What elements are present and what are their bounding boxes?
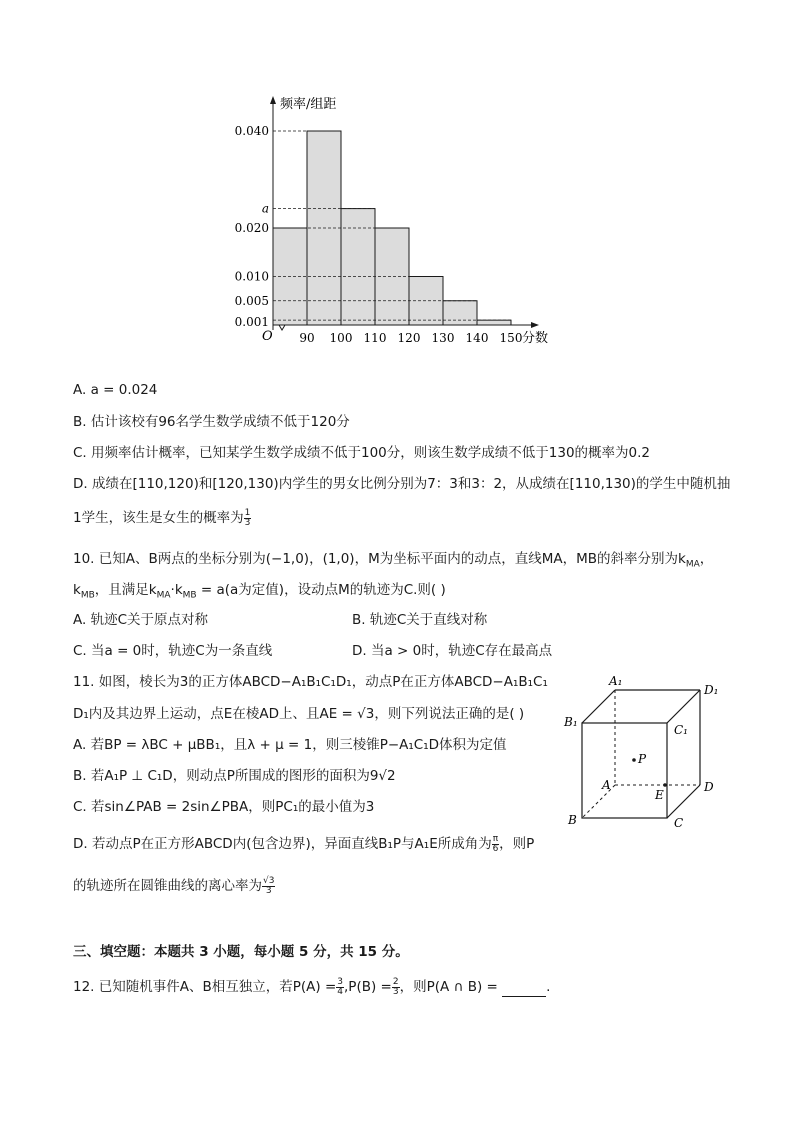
q12-answer-blank[interactable] [502, 982, 546, 997]
q11-d-eccentricity-fraction: $\frac{√3}{3}$ [263, 875, 275, 896]
label-B1: B₁ [564, 715, 578, 729]
q10-option-c[interactable]: C. 当a = 0时，轨迹C为一条直线 [73, 643, 273, 659]
q11-option-b[interactable]: B. 若A₁P ⊥ C₁D，则动点P所围成的图形的面积为9√2 [73, 768, 396, 784]
label-C: C [674, 816, 684, 830]
q12-pb-fraction: $\frac{2}{3}$ [392, 976, 399, 997]
q10-stem-line2: $k_{MB}$，且满足$k_{MA}\cdot k_{MB} = a(a$为定值)，设动点M的轨迹为C.则( ) [73, 582, 446, 601]
label-A: A [602, 778, 611, 792]
q11-stem-line1: 11. 如图，棱长为3的正方体ABCD−A₁B₁C₁D₁，动点P在正方体ABCD−A₁B₁C₁ [73, 674, 548, 690]
histogram-bar [477, 320, 511, 325]
q9-option-b[interactable]: B. 估计该校有96名学生数学成绩不低于120分 [73, 414, 350, 430]
q9-d-text: 1学生，该生是女生的概率为 [73, 510, 244, 526]
label-D: D [704, 780, 714, 794]
label-E: E [655, 788, 664, 802]
q9-option-d[interactable]: D. 成绩在[110,120)和[120,130)内学生的男女比例分别为7：3和3：2，从成绩在[110,130)的学生中随机抽 [73, 476, 731, 492]
label-A1: A₁ [609, 674, 623, 688]
edge-DC [667, 785, 700, 818]
origin-label: O [262, 329, 273, 344]
edge-A1B1 [582, 690, 615, 723]
histogram-bar [341, 209, 375, 325]
y-tick-label: 0.020 [234, 221, 269, 235]
y-tick-label: a [261, 201, 269, 216]
q11-stem-line2: D₁内及其边界上运动，点E在棱AD上、且AE = √3，则下列说法正确的是( ) [73, 706, 525, 722]
q10-option-a[interactable]: A. 轨迹C关于原点对称 [73, 612, 209, 628]
q10-option-d[interactable]: D. 当a > 0时，轨迹C存在最高点 [352, 643, 553, 659]
x-axis-label: 分数 [522, 331, 549, 346]
label-D1: D₁ [704, 683, 719, 697]
point-E [663, 783, 667, 787]
q10-option-b[interactable]: B. 轨迹C关于直线对称 [352, 612, 488, 628]
q11-d-angle-fraction: $\frac{\pi}{6}$ [492, 833, 499, 854]
q12-stem: 12. 已知随机事件A、B相互独立，若P(A) = $\frac{3}{4}$ ,P(B) = $\frac{2}{3}$ ，则P(A ∩ B) = . [73, 976, 551, 997]
cube-figure [560, 668, 730, 838]
x-tick-label: 110 [363, 331, 387, 345]
y-axis-label: 频率/组距 [280, 97, 337, 112]
x-axis-arrow [531, 322, 539, 328]
x-tick-label: 100 [329, 331, 353, 345]
x-tick-label: 130 [431, 331, 455, 345]
label-P: P [638, 752, 647, 766]
x-tick-label: 120 [397, 331, 421, 345]
q11-option-a[interactable]: A. 若BP = λBC + μBB₁，且λ + μ = 1，则三棱锥P−A₁C₁D体积为定值 [73, 737, 507, 753]
edge-D1C1 [667, 690, 700, 723]
q11-option-c[interactable]: C. 若sin∠PAB = 2sin∠PBA，则PC₁的最小值为3 [73, 799, 375, 815]
y-tick-label: 0.010 [234, 269, 269, 284]
y-axis-arrow [270, 96, 276, 104]
x-tick-label: 90 [299, 331, 315, 345]
label-C1: C₁ [674, 723, 688, 737]
front-face [582, 723, 667, 818]
q9-d-fraction: $\frac{1}{3}$ [244, 507, 251, 528]
x-tick-label: 150 [499, 331, 523, 345]
q11-option-d[interactable]: D. 若动点P在正方形ABCD内(包含边界)，异面直线B₁P与A₁E所成角为 $\frac{\pi}{6}$ ，则P [73, 833, 535, 854]
q11-option-d-cont: 的轨迹所在圆锥曲线的离心率为 $\frac{√3}{3}$ [73, 875, 275, 896]
x-tick-label: 140 [465, 331, 489, 345]
point-P [632, 758, 636, 762]
y-tick-label: 0.001 [234, 315, 269, 330]
q10-stem-line1: 10. 已知A、B两点的坐标分别为(−1,0)，(1,0)，M为坐标平面内的动点，直线MA，MB的斜率分别为$k_{MA}$， [73, 551, 714, 570]
q9-option-c[interactable]: C. 用频率估计概率，已知某学生数学成绩不低于100分，则该生数学成绩不低于130的概率为0.2 [73, 445, 651, 461]
axis-break-mark [279, 325, 285, 330]
label-B: B [568, 813, 577, 827]
y-tick-label: 0.005 [234, 293, 269, 308]
histogram-bar [443, 301, 477, 325]
section-3-title: 三、填空题：本题共 3 小题，每小题 5 分，共 15 分。 [73, 944, 409, 960]
q9-option-d-cont [73, 508, 251, 528]
histogram-chart [230, 92, 570, 352]
q12-pa-fraction: $\frac{3}{4}$ [337, 976, 344, 997]
y-tick-label: 0.040 [234, 124, 269, 138]
q9-option-a[interactable]: A. a = 0.024 [73, 382, 158, 398]
